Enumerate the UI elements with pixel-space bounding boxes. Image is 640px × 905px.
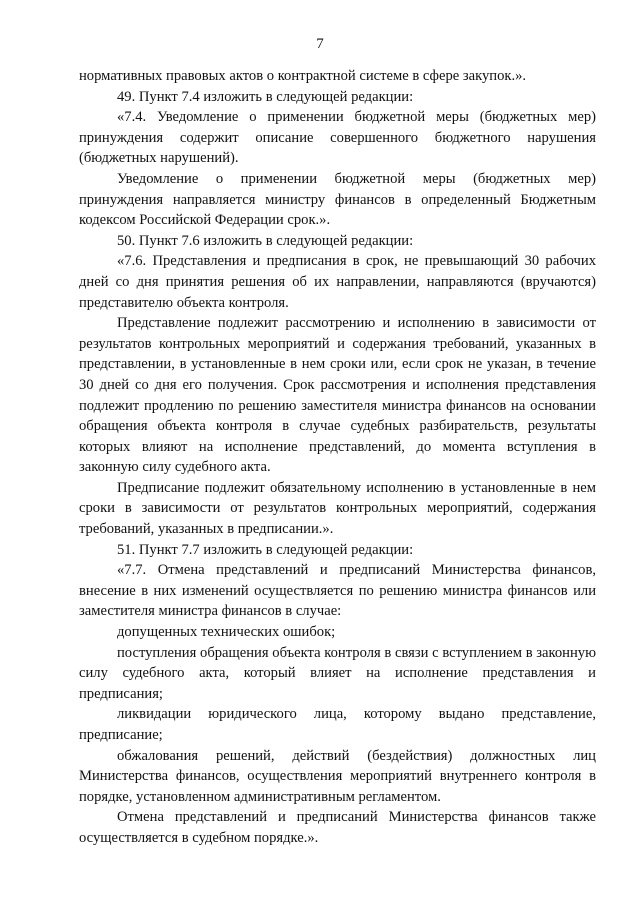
list-item-technical-errors: допущенных технических ошибок;: [117, 624, 336, 641]
paragraph-notice: Уведомление о применении бюджетной меры (бюджетных мер) принуждения направляется министру финансов в определенный Бюджетным кодексом Российской Федерации срок.».: [79, 170, 596, 229]
list-item-appeal: обжалования решений, действий (бездействия) должностных лиц Министерства финансов, осуществления мероприятий внутреннего контроля в порядке, установленном административным регламентом.: [79, 747, 596, 805]
paragraph-item-49: 49. Пункт 7.4 изложить в следующей редакции:: [117, 88, 414, 105]
document-body: [79, 66, 596, 849]
paragraph-representation: Представление подлежит рассмотрению и исполнению в зависимости от результатов контрольных мероприятий и содержания требований, указанных в представлении, в установленные в нем сроки или, если срок не указан, в течение 30 дней со дня его получения. Срок рассмотрения и исполнения представления подлежит продлению по решению заместителя министра финансов на основании обращения объекта контроля в случае судебных разбирательств, результаты которых влияют на исполнение представлений, до момента вступления в законную силу судебного акта.: [79, 315, 596, 476]
page-number: 7: [316, 36, 324, 52]
list-item-liquidation: ликвидации юридического лица, которому выдано представление, предписание;: [79, 706, 596, 743]
list-item-court-act: поступления обращения объекта контроля в связи с вступлением в законную силу судебного акта, который влияет на исполнение представления и предписания;: [79, 644, 596, 702]
paragraph-judicial-cancellation: Отмена представлений и предписаний Министерства финансов также осуществляется в судебном порядке.».: [79, 809, 596, 846]
paragraph-item-50: 50. Пункт 7.6 изложить в следующей редакции:: [117, 232, 414, 249]
paragraph-prescription: Предписание подлежит обязательному исполнению в установленные в нем сроки в зависимости от результатов контрольных мероприятий, содержания требований, указанных в предписании.».: [79, 479, 596, 538]
paragraph-7-6: «7.6. Представления и предписания в срок, не превышающий 30 рабочих дней со дня принятия решения об их направлении, направляются (вручаются) представителю объекта контроля.: [79, 253, 596, 311]
paragraph-continuation: нормативных правовых актов о контрактной системе в сфере закупок.».: [79, 68, 527, 84]
paragraph-7-7: «7.7. Отмена представлений и предписаний Министерства финансов, внесение в них изменений осуществляется по решению министра финансов или заместителя министра финансов в случае:: [79, 562, 596, 620]
paragraph-7-4: «7.4. Уведомление о применении бюджетной меры (бюджетных мер) принуждения содержит описание совершенного бюджетного нарушения (бюджетных нарушений).: [79, 109, 596, 167]
paragraph-item-51: 51. Пункт 7.7 изложить в следующей редакции:: [117, 541, 414, 558]
